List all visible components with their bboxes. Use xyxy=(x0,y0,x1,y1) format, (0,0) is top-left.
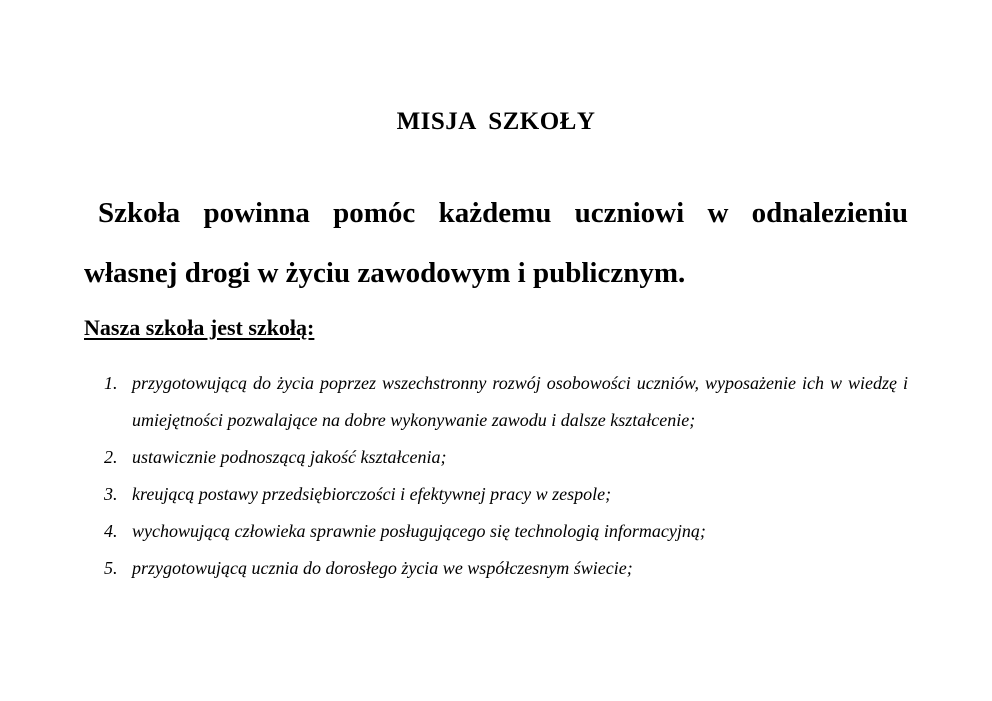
list-item xyxy=(104,513,908,550)
mission-list xyxy=(104,365,908,587)
list-heading: Nasza szkoła jest szkołą: xyxy=(84,315,315,340)
list-item-text: przygotowującą do życia poprzez wszechstronny rozwój osobowości uczniów, wyposażenie ich w wiedzę i umiejętności pozwalające na dobre wykonywanie zawodu i dalsze kształcenie; xyxy=(132,373,908,430)
list-item-number: 3. xyxy=(104,484,118,504)
list-item-number: 1. xyxy=(104,373,118,393)
list-item-number: 5. xyxy=(104,558,118,578)
list-item-text: ustawicznie podnoszącą jakość kształcenia; xyxy=(132,447,447,467)
list-item xyxy=(104,550,908,587)
list-item xyxy=(104,476,908,513)
list-item-text: wychowującą człowieka sprawnie posługującego się technologią informacyjną; xyxy=(132,521,706,541)
list-item-text: kreującą postawy przedsiębiorczości i efektywnej pracy w zespole; xyxy=(132,484,612,504)
mission-statement: Szkoła powinna pomóc każdemu uczniowi w odnalezieniu własnej drogi w życiu zawodowym i publicznym. xyxy=(84,197,908,289)
list-item xyxy=(104,439,908,476)
document-title: MISJA SZKOŁY xyxy=(396,108,596,135)
list-item-text: przygotowującą ucznia do dorosłego życia we współczesnym świecie; xyxy=(132,558,633,578)
list-item-number: 4. xyxy=(104,521,118,541)
list-item-number: 2. xyxy=(104,447,118,467)
list-item xyxy=(104,365,908,439)
